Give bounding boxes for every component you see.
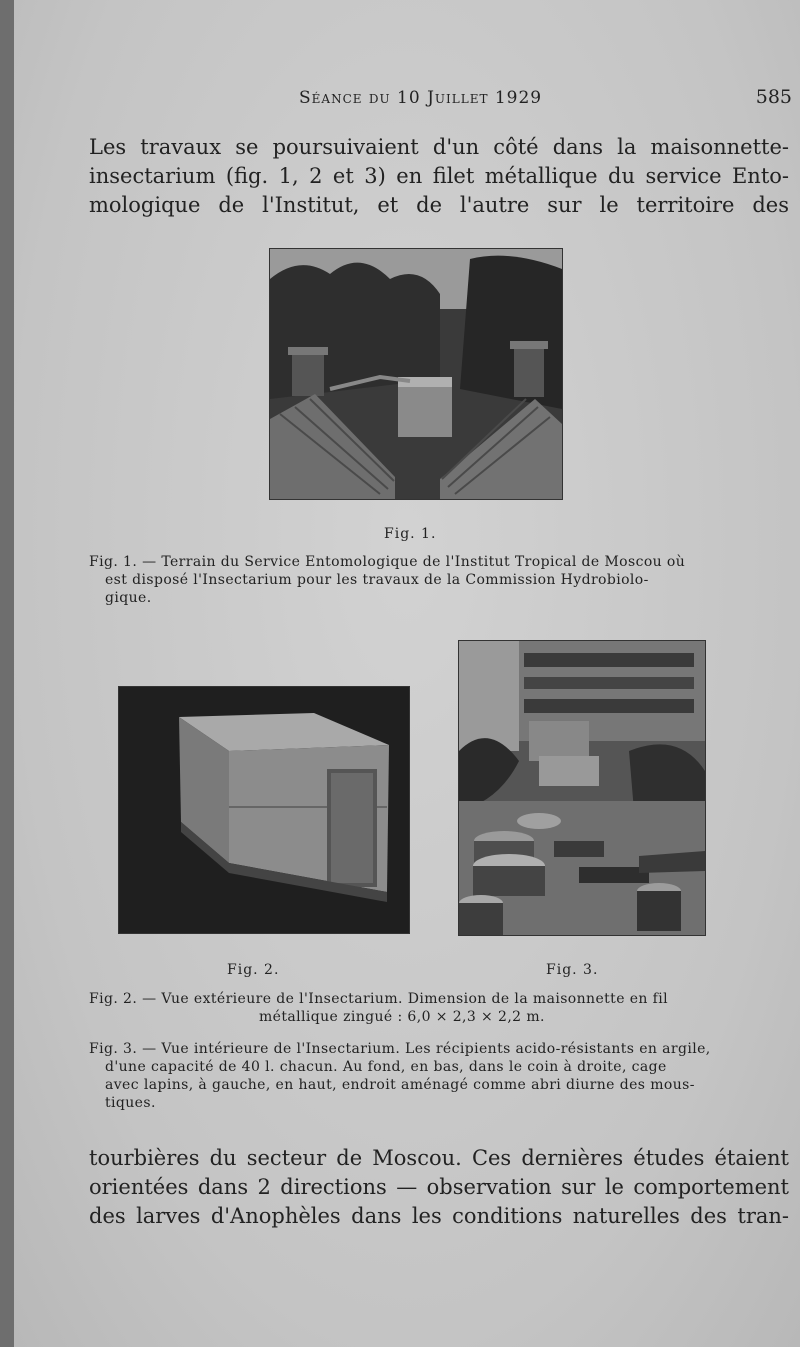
caption-line	[89, 553, 789, 571]
figure-2-label: Fig. 2.	[227, 962, 280, 978]
book-page	[14, 0, 800, 1347]
caption-text: — Vue extérieure de l'Insectarium. Dimension de la maisonnette en fil	[142, 991, 669, 1007]
caption-line: tiques.	[105, 1095, 156, 1111]
closing-paragraph	[89, 1144, 789, 1231]
figure-3-caption	[89, 1040, 789, 1112]
caption-lead: Fig. 2.	[89, 991, 138, 1007]
figure-3-label: Fig. 3.	[546, 962, 599, 978]
caption-line: d'une capacité de 40 l. chacun. Au fond, en bas, dans le coin à droite, cage	[105, 1059, 667, 1075]
text-line: des larves d'Anophèles dans les conditions naturelles des tran-	[89, 1204, 789, 1228]
caption-text: — Vue intérieure de l'Insectarium. Les récipients acido-résistants en argile,	[142, 1041, 711, 1057]
intro-paragraph	[89, 133, 789, 220]
figure-1-photo	[269, 248, 563, 500]
caption-line: avec lapins, à gauche, en haut, endroit aménagé comme abri diurne des mous-	[105, 1077, 695, 1093]
caption-text: — Terrain du Service Entomologique de l'Institut Tropical de Moscou où	[142, 554, 686, 570]
page-number: 585	[755, 86, 792, 108]
figure-1-caption	[89, 553, 789, 607]
figure-2-photo	[118, 686, 410, 934]
insectarium-interior-image	[459, 641, 705, 935]
caption-line: est disposé l'Insectarium pour les travaux de la Commission Hydrobiolo-	[105, 572, 649, 588]
caption-lead: Fig. 1.	[89, 554, 138, 570]
text-line: mologique de l'Institut, et de l'autre sur le territoire des	[89, 193, 789, 217]
figure-2-caption	[89, 990, 789, 1026]
scan-shadow	[0, 0, 14, 1347]
text-line: insectarium (fig. 1, 2 et 3) en filet métallique du service Ento-	[89, 164, 789, 188]
running-head: Séance du 10 Juillet 1929	[299, 88, 543, 108]
figure-1-label: Fig. 1.	[384, 526, 437, 542]
caption-line: métallique zingué : 6,0 × 2,3 × 2,2 m.	[259, 1009, 545, 1025]
caption-line	[89, 1040, 789, 1058]
caption-line	[89, 990, 789, 1008]
caption-lead: Fig. 3.	[89, 1041, 138, 1057]
insectarium-exterior-image	[119, 687, 409, 933]
text-line: tourbières du secteur de Moscou. Ces dernières études étaient	[89, 1146, 789, 1170]
caption-line: gique.	[105, 590, 152, 606]
figure-3-photo	[458, 640, 706, 936]
text-line: orientées dans 2 directions — observation sur le comportement	[89, 1175, 789, 1199]
greenhouse-terrain-image	[270, 249, 562, 499]
text-line: Les travaux se poursuivaient d'un côté dans la maisonnette-	[89, 135, 789, 159]
